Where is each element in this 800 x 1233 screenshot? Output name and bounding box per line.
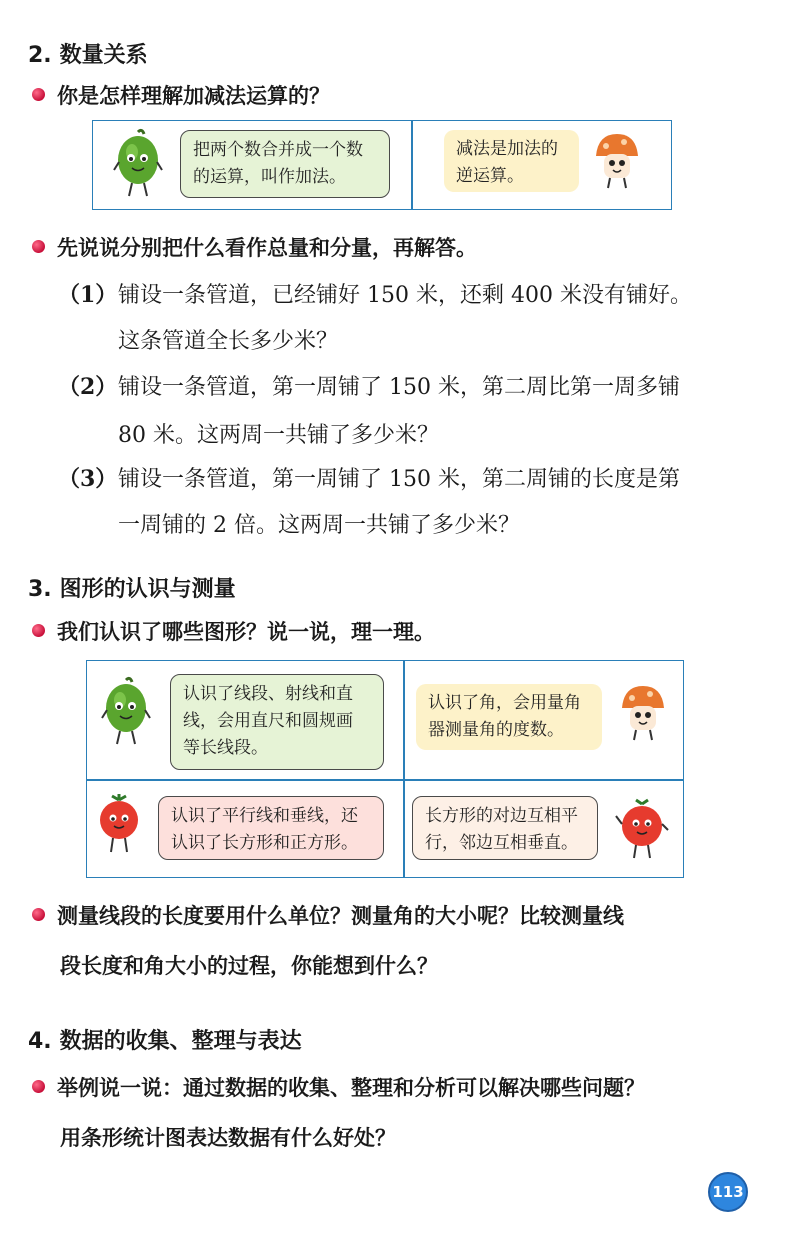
- section-2-heading: 2. 数量关系: [28, 43, 148, 68]
- mushroom-character-icon: [592, 132, 642, 190]
- question-shapes: 我们认识了哪些图形？说一说，理一理。: [32, 616, 435, 648]
- section-3-heading: 3. 图形的认识与测量: [28, 577, 236, 602]
- lines-speech-bubble: 认识了线段、射线和直 线，会用直尺和圆规画 等长线段。: [170, 674, 384, 770]
- rectangle-speech-bubble: 长方形的对边互相平 行，邻边互相垂直。: [412, 796, 598, 860]
- problem-1-cont: 这条管道全长多少米？: [118, 329, 339, 354]
- problem-3: （3）铺设一条管道，第一周铺了 150 米，第二周铺的长度是第: [58, 466, 680, 492]
- parallel-speech-bubble: 认识了平行线和垂线，还 认识了长方形和正方形。: [158, 796, 384, 860]
- question-total-part: 先说说分别把什么看作总量和分量，再解答。: [32, 232, 477, 264]
- green-pepper-character-icon: [112, 128, 164, 200]
- question-add-sub: 你是怎样理解加减法运算的？: [32, 80, 330, 112]
- addition-speech-bubble: 把两个数合并成一个数 的运算，叫作加法。: [180, 130, 390, 198]
- page-number-badge: 113: [708, 1172, 748, 1212]
- tomato-character-icon: [614, 798, 670, 860]
- problem-1: （1）铺设一条管道，已经铺好 150 米，还剩 400 米没有铺好。: [58, 282, 692, 308]
- bullet-icon: [32, 240, 45, 253]
- question-measure-cont: 段长度和角大小的过程，你能想到什么？: [60, 954, 438, 978]
- bullet-icon: [32, 908, 45, 921]
- question-data: 举例说一说：通过数据的收集、整理和分析可以解决哪些问题？: [32, 1072, 645, 1104]
- subtraction-speech-bubble: 减法是加法的 逆运算。: [444, 130, 579, 192]
- problem-2: （2）铺设一条管道，第一周铺了 150 米，第二周比第一周多铺: [58, 374, 680, 400]
- bullet-icon: [32, 624, 45, 637]
- bullet-icon: [32, 88, 45, 101]
- section-4-heading: 4. 数据的收集、整理与表达: [28, 1029, 302, 1054]
- bullet-icon: [32, 1080, 45, 1093]
- green-pepper-character-icon: [100, 676, 152, 748]
- angles-speech-bubble: 认识了角，会用量角 器测量角的度数。: [416, 684, 602, 750]
- problem-3-cont: 一周铺的 2 倍。这两周一共铺了多少米？: [118, 513, 520, 538]
- question-measure: 测量线段的长度要用什么单位？测量角的大小呢？比较测量线: [32, 900, 624, 932]
- question-data-cont: 用条形统计图表达数据有什么好处？: [60, 1126, 396, 1150]
- tomato-character-icon: [96, 794, 142, 856]
- mushroom-character-icon: [618, 684, 668, 742]
- problem-2-cont: 80 米。这两周一共铺了多少米？: [118, 423, 439, 448]
